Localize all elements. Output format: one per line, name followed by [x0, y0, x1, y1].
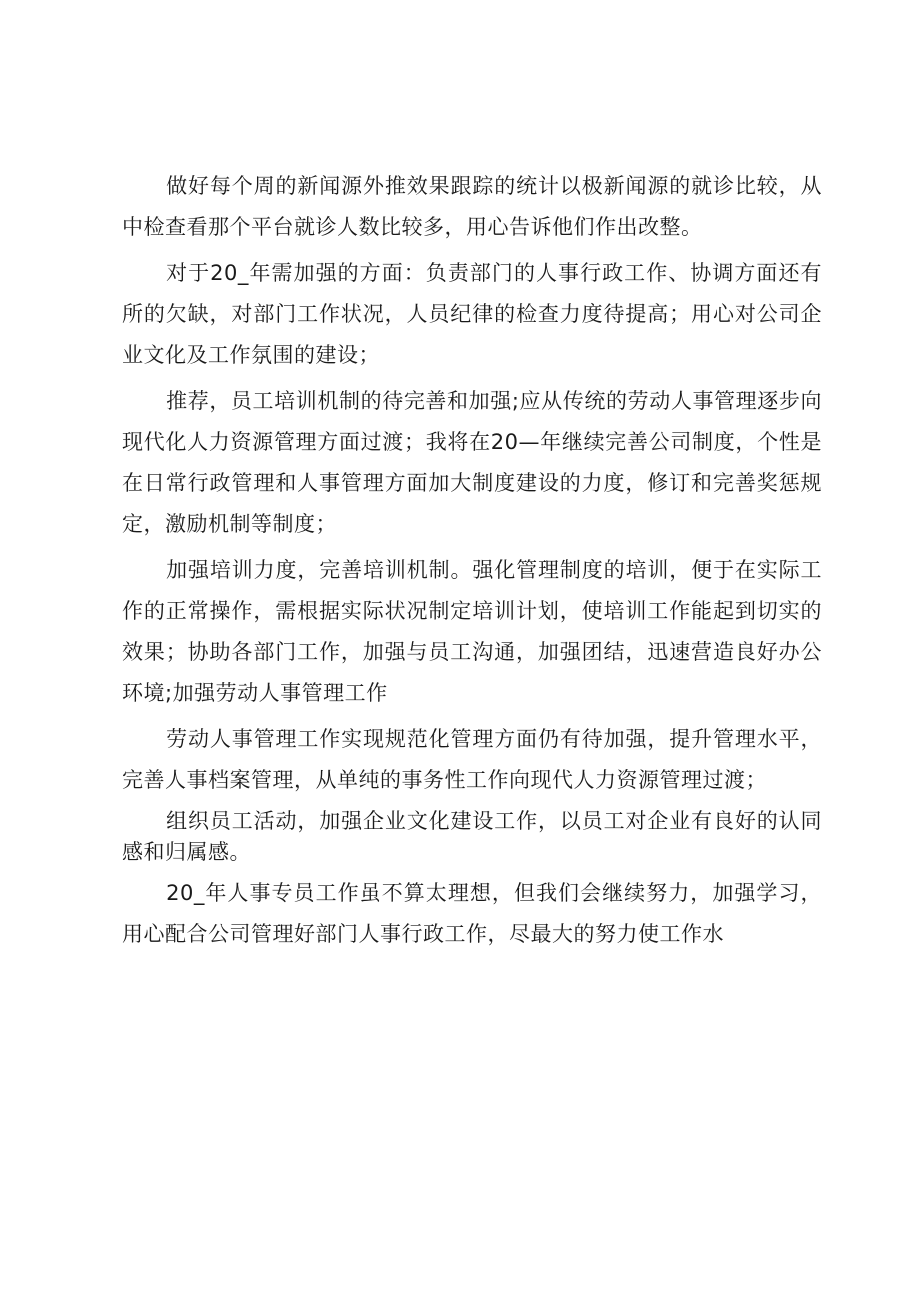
- document-body: [122, 166, 822, 955]
- paragraph-summary: 20_年人事专员工作虽不算太理想，但我们会继续努力，加强学习，用心配合公司管理好部门人事行政工作，尽最大的努力使工作水: [122, 881, 822, 946]
- paragraph-staff-activities: 组织员工活动，加强企业文化建设工作，以员工对企业有良好的认同感和归属感。: [122, 809, 822, 864]
- paragraph-improvement-areas: 对于20_年需加强的方面：负责部门的人事行政工作、协调方面还有所的欠缺，对部门工作状况，人员纪律的检查力度待提高；用心对公司企业文化及工作氛围的建设；: [122, 261, 822, 367]
- paragraph-news-tracking: 做好每个周的新闻源外推效果跟踪的统计以极新闻源的就诊比较，从中检查看那个平台就诊人数比较多，用心告诉他们作出改整。: [122, 174, 822, 239]
- paragraph-hr-management: 劳动人事管理工作实现规范化管理方面仍有待加强，提升管理水平，完善人事档案管理，从单纯的事务性工作向现代人力资源管理过渡；: [122, 727, 822, 792]
- paragraph-training-system: 推荐，员工培训机制的待完善和加强;应从传统的劳动人事管理逐步向现代化人力资源管理方面过渡；我将在20—年继续完善公司制度，个性是在日常行政管理和人事管理方面加大制度建设的力度，修订和完善奖惩规定，激励机制等制度；: [122, 389, 822, 536]
- paragraph-training-strength: 加强培训力度，完善培训机制。强化管理制度的培训，便于在实际工作的正常操作，需根据实际状况制定培训计划，使培训工作能起到切实的效果；协助各部门工作，加强与员工沟通，加强团结，迅速营造良好办公环境;加强劳动人事管理工作: [122, 558, 822, 705]
